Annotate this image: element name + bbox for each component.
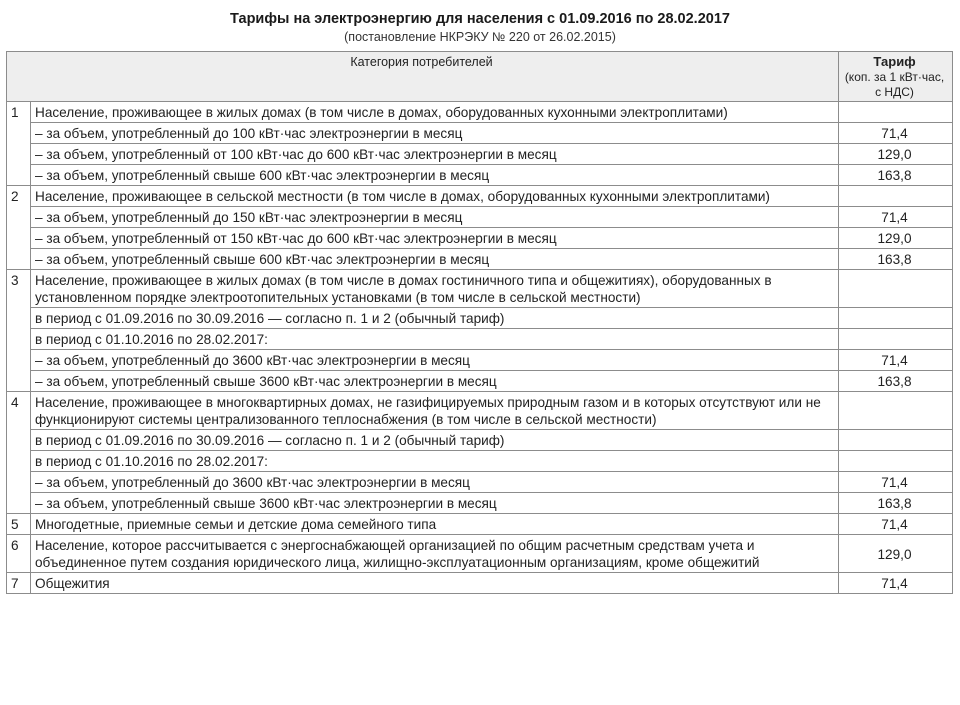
tariff-value-cell xyxy=(839,186,953,207)
category-cell: – за объем, употребленный от 150 кВт·час до 600 кВт·час электроэнергии в месяц xyxy=(31,228,839,249)
category-cell: – за объем, употребленный до 150 кВт·час электроэнергии в месяц xyxy=(31,207,839,228)
column-header-tariff xyxy=(839,52,953,102)
table-body xyxy=(7,102,953,594)
table-row xyxy=(7,102,953,123)
table-row xyxy=(7,392,953,430)
row-number: 7 xyxy=(7,573,31,594)
table-row xyxy=(7,308,953,329)
category-cell: в период с 01.10.2016 по 28.02.2017: xyxy=(31,451,839,472)
document-title: Тарифы на электроэнергию для населения с 01.09.2016 по 28.02.2017 xyxy=(230,11,730,27)
category-cell: Население, проживающее в сельской местности (в том числе в домах, оборудованных кухонными электроплитами) xyxy=(31,186,839,207)
tariff-value-cell: 71,4 xyxy=(839,207,953,228)
tariff-value-cell xyxy=(839,102,953,123)
category-cell: Население, которое рассчитывается с энергоснабжающей организацией по общим расчетным средствам учета и объединенное путем создания юридического лица, жилищно-эксплуатационным организациям, кроме общежитий xyxy=(31,535,839,573)
tariff-value-cell: 71,4 xyxy=(839,350,953,371)
category-cell: – за объем, употребленный до 3600 кВт·час электроэнергии в месяц xyxy=(31,472,839,493)
tariff-value-cell xyxy=(839,308,953,329)
tariff-value-cell: 129,0 xyxy=(839,228,953,249)
tariff-table xyxy=(6,51,953,594)
tariff-value-cell xyxy=(839,329,953,350)
tariff-value-cell xyxy=(839,270,953,308)
table-row xyxy=(7,493,953,514)
category-cell: Население, проживающее в жилых домах (в том числе в домах, оборудованных кухонными электроплитами) xyxy=(31,102,839,123)
row-number: 6 xyxy=(7,535,31,573)
tariff-value-cell: 71,4 xyxy=(839,123,953,144)
category-cell: – за объем, употребленный свыше 3600 кВт·час электроэнергии в месяц xyxy=(31,493,839,514)
table-row xyxy=(7,472,953,493)
table-row xyxy=(7,371,953,392)
category-cell: – за объем, употребленный свыше 3600 кВт·час электроэнергии в месяц xyxy=(31,371,839,392)
category-cell: в период с 01.09.2016 по 30.09.2016 — согласно п. 1 и 2 (обычный тариф) xyxy=(31,430,839,451)
tariff-value-cell: 71,4 xyxy=(839,514,953,535)
category-cell: – за объем, употребленный свыше 600 кВт·час электроэнергии в месяц xyxy=(31,249,839,270)
category-cell: – за объем, употребленный до 3600 кВт·час электроэнергии в месяц xyxy=(31,350,839,371)
table-row xyxy=(7,270,953,308)
row-number: 4 xyxy=(7,392,31,514)
row-number: 3 xyxy=(7,270,31,392)
tariff-value-cell xyxy=(839,392,953,430)
tariff-value-cell: 129,0 xyxy=(839,144,953,165)
table-row xyxy=(7,123,953,144)
row-number: 2 xyxy=(7,186,31,270)
document-subtitle: (постановление НКРЭКУ № 220 от 26.02.2015) xyxy=(344,30,616,44)
category-cell: Население, проживающее в жилых домах (в том числе в домах гостиничного типа и общежитиях), оборудованных в установленном порядке электроотопительных установками (в том числе в сельской местности) xyxy=(31,270,839,308)
table-row xyxy=(7,228,953,249)
category-cell: – за объем, употребленный свыше 600 кВт·час электроэнергии в месяц xyxy=(31,165,839,186)
category-cell: – за объем, употребленный от 100 кВт·час до 600 кВт·час электроэнергии в месяц xyxy=(31,144,839,165)
category-cell: в период с 01.09.2016 по 30.09.2016 — согласно п. 1 и 2 (обычный тариф) xyxy=(31,308,839,329)
tariff-value-cell xyxy=(839,451,953,472)
table-row xyxy=(7,535,953,573)
table-row xyxy=(7,451,953,472)
tariff-value-cell: 71,4 xyxy=(839,573,953,594)
tariff-value-cell xyxy=(839,430,953,451)
tariff-value-cell: 71,4 xyxy=(839,472,953,493)
tariff-header-title: Тариф xyxy=(873,54,916,69)
tariff-value-cell: 129,0 xyxy=(839,535,953,573)
tariff-header-unit: (коп. за 1 кВт·час, с НДС) xyxy=(844,70,945,99)
table-row xyxy=(7,430,953,451)
category-cell: – за объем, употребленный до 100 кВт·час электроэнергии в месяц xyxy=(31,123,839,144)
table-row xyxy=(7,350,953,371)
table-row xyxy=(7,249,953,270)
table-row xyxy=(7,329,953,350)
row-number: 1 xyxy=(7,102,31,186)
row-number: 5 xyxy=(7,514,31,535)
tariff-value-cell: 163,8 xyxy=(839,493,953,514)
table-header-row xyxy=(7,52,953,102)
table-row xyxy=(7,514,953,535)
table-row xyxy=(7,186,953,207)
table-row xyxy=(7,573,953,594)
table-row xyxy=(7,144,953,165)
category-cell: Многодетные, приемные семьи и детские дома семейного типа xyxy=(31,514,839,535)
tariff-value-cell: 163,8 xyxy=(839,165,953,186)
category-cell: Население, проживающее в многоквартирных домах, не газифицируемых природным газом и в которых отсутствуют или не функционируют системы централизованного теплоснабжения (в том числе в сельской местности) xyxy=(31,392,839,430)
tariff-value-cell: 163,8 xyxy=(839,249,953,270)
column-header-category: Категория потребителей xyxy=(7,52,839,102)
tariff-value-cell: 163,8 xyxy=(839,371,953,392)
table-row xyxy=(7,207,953,228)
table-row xyxy=(7,165,953,186)
category-cell: в период с 01.10.2016 по 28.02.2017: xyxy=(31,329,839,350)
category-cell: Общежития xyxy=(31,573,839,594)
